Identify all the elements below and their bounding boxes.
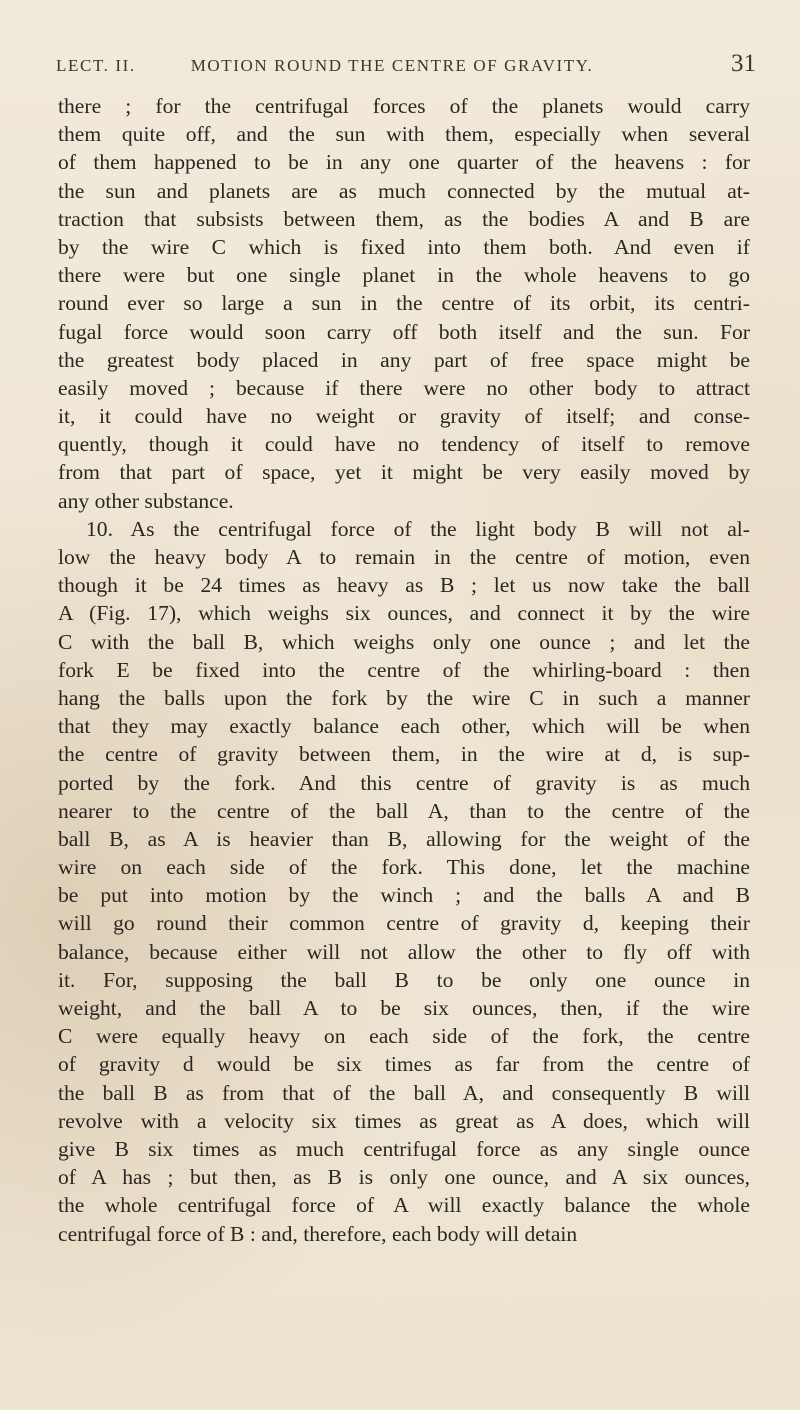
text-line: ported by the fork. And this centre of gravity is as much bbox=[58, 770, 750, 795]
text-line: it, it could have no weight or gravity of itself; and conse- bbox=[58, 404, 750, 429]
text-line: revolve with a velocity six times as great as A does, which will bbox=[58, 1108, 750, 1133]
text-line: the sun and planets are as much connected by the mutual at- bbox=[58, 178, 750, 203]
text-line: nearer to the centre of the ball A, than to the centre of the bbox=[58, 798, 750, 823]
running-head bbox=[56, 50, 756, 86]
text-line: give B six times as much centrifugal force as any single ounce bbox=[58, 1136, 750, 1161]
body-text bbox=[58, 92, 750, 1248]
text-line: that they may exactly balance each other, which will be when bbox=[58, 714, 750, 739]
text-line: there were but one single planet in the whole heavens to go bbox=[58, 263, 750, 288]
paragraph-start-line: 10. As the centrifugal force of the light body B will not al- bbox=[86, 516, 750, 541]
text-line: there ; for the centrifugal forces of the planets would carry bbox=[58, 94, 750, 118]
text-line: will go round their common centre of gravity d, keeping their bbox=[58, 911, 750, 936]
text-line: from that part of space, yet it might be very easily moved by bbox=[58, 460, 750, 485]
text-line: A (Fig. 17), which weighs six ounces, and connect it by the wire bbox=[58, 601, 750, 626]
text-line: it. For, supposing the ball B to be only one ounce in bbox=[58, 967, 750, 992]
running-title: MOTION ROUND THE CENTRE OF GRAVITY. bbox=[190, 56, 594, 75]
text-line: weight, and the ball A to be six ounces, then, if the wire bbox=[58, 996, 750, 1020]
text-line: centrifugal force of B : and, therefore, each body will detain bbox=[58, 1221, 578, 1246]
text-line: the ball B as from that of the ball A, and consequently B will bbox=[58, 1080, 750, 1105]
text-line: by the wire C which is fixed into them both. And even if bbox=[58, 234, 750, 259]
text-line: be put into motion by the winch ; and the balls A and B bbox=[58, 883, 750, 908]
paragraph-end-line: any other substance. bbox=[58, 488, 234, 513]
text-line: easily moved ; because if there were no other body to attract bbox=[58, 375, 750, 400]
text-line: the centre of gravity between them, in the wire at d, is sup- bbox=[58, 742, 750, 767]
text-line: the greatest body placed in any part of free space might be bbox=[58, 347, 750, 372]
text-line: of them happened to be in any one quarter of the heavens : for bbox=[58, 150, 750, 175]
text-line: quently, though it could have no tendency of itself to remove bbox=[58, 432, 750, 457]
text-line: hang the balls upon the fork by the wire C in such a manner bbox=[58, 685, 750, 710]
text-line: fork E be fixed into the centre of the whirling-board : then bbox=[58, 657, 750, 682]
text-line: them quite off, and the sun with them, especially when several bbox=[58, 122, 750, 147]
text-line: of gravity d would be six times as far from the centre of bbox=[58, 1052, 750, 1077]
text-line: balance, because either will not allow the other to fly off with bbox=[58, 939, 750, 964]
text-line: traction that subsists between them, as the bodies A and B are bbox=[58, 206, 750, 231]
text-line: wire on each side of the fork. This done, let the machine bbox=[58, 855, 750, 880]
text-line: the whole centrifugal force of A will exactly balance the whole bbox=[58, 1193, 750, 1218]
page-number: 31 bbox=[731, 50, 756, 77]
text-line: low the heavy body A to remain in the centre of motion, even bbox=[58, 545, 750, 569]
text-line: C with the ball B, which weighs only one ounce ; and let the bbox=[58, 629, 750, 654]
text-line: round ever so large a sun in the centre of its orbit, its centri- bbox=[58, 291, 750, 316]
lecture-label: LECT. II. bbox=[56, 56, 136, 75]
text-line: though it be 24 times as heavy as B ; let us now take the ball bbox=[58, 573, 750, 598]
text-line: C were equally heavy on each side of the fork, the centre bbox=[58, 1024, 750, 1049]
text-line: fugal force would soon carry off both itself and the sun. For bbox=[58, 319, 750, 344]
text-line: ball B, as A is heavier than B, allowing for the weight of the bbox=[58, 826, 750, 851]
text-line: of A has ; but then, as B is only one ounce, and A six ounces, bbox=[58, 1165, 750, 1190]
